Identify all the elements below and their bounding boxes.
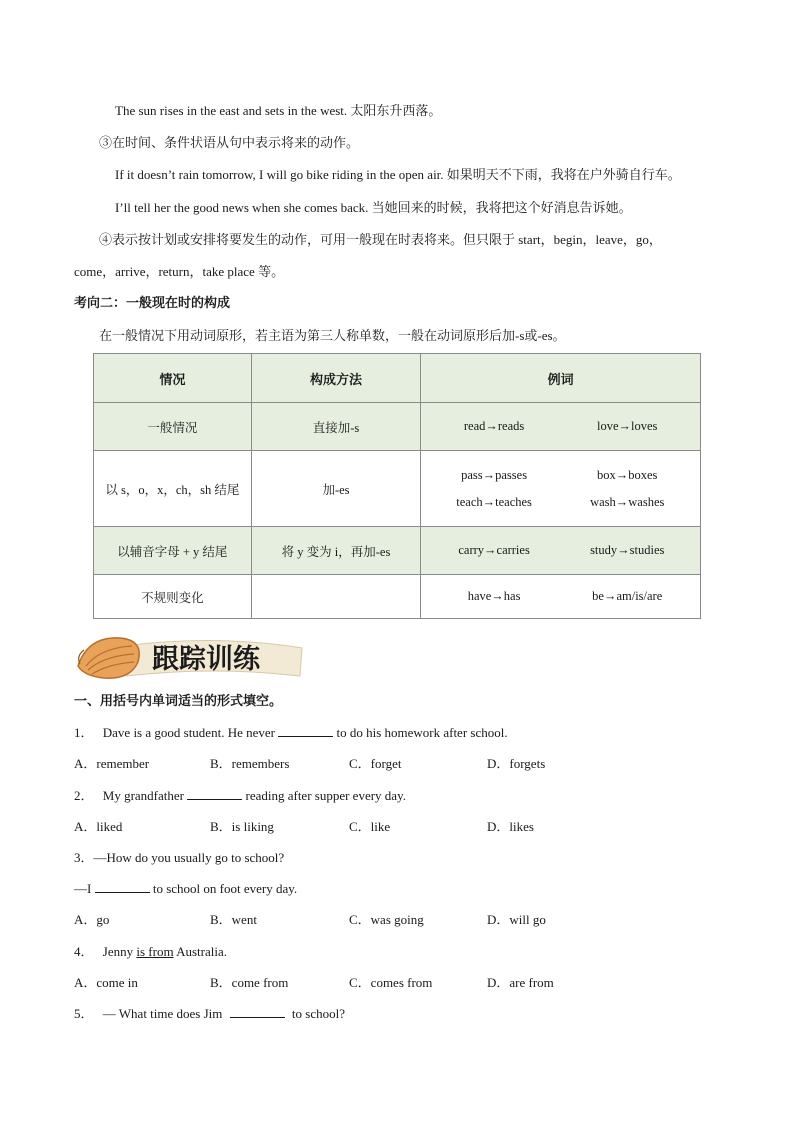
example-word: study→studies	[590, 543, 665, 557]
verb-form-table	[93, 353, 701, 619]
question-text: — What time does Jim	[102, 1006, 226, 1021]
question-text: —I	[74, 881, 95, 896]
banner-title: 跟踪训练	[152, 644, 260, 675]
option-a[interactable]: A．remember	[74, 756, 150, 771]
underlined-phrase: is from	[136, 944, 174, 959]
row-examples	[421, 451, 701, 527]
practice-banner	[74, 626, 310, 682]
answer-blank[interactable]	[230, 1005, 285, 1018]
example-rain: If it doesn’t rain tomorrow, I will go bike riding in the open air. 如果明天不下雨，我将在户外骑自行车。	[115, 167, 681, 182]
example-word: read→reads	[463, 419, 525, 433]
question-3-response	[74, 880, 297, 898]
option-b[interactable]: B．went	[210, 912, 257, 927]
row-examples	[421, 527, 701, 575]
option-c[interactable]: C．forget	[349, 756, 402, 771]
row-examples	[421, 575, 701, 619]
shell-icon	[78, 638, 139, 678]
answer-blank[interactable]	[187, 787, 242, 800]
option-d[interactable]: D．forgets	[487, 756, 546, 771]
option-a[interactable]: A．go	[74, 912, 110, 927]
row-method: 直接加-s	[251, 403, 421, 451]
question-text: to school on foot every day.	[149, 881, 298, 896]
header-method: 构成方法	[251, 354, 421, 403]
question-number: 1．	[74, 725, 94, 740]
header-case: 情况	[94, 354, 252, 403]
question-2	[74, 787, 406, 805]
option-d[interactable]: D．will go	[487, 912, 546, 927]
example-word: have→has	[467, 589, 521, 603]
rule-4-line2: come，arrive，return，take place 等。	[74, 264, 285, 279]
question-text: reading after supper every day.	[242, 788, 406, 803]
option-a[interactable]: A．liked	[74, 819, 123, 834]
question-text: —How do you usually go to school?	[93, 850, 285, 865]
header-examples: 例词	[421, 354, 701, 403]
question-text: to do his homework after school.	[333, 725, 508, 740]
question-number: 5．	[74, 1006, 94, 1021]
question-number: 3．	[74, 850, 94, 865]
example-tell: I’ll tell her the good news when she comes back. 当她回来的时候，我将把这个好消息告诉她。	[115, 200, 632, 215]
example-word: wash→washes	[590, 494, 665, 509]
option-b[interactable]: B．remembers	[210, 756, 290, 771]
example-sun: The sun rises in the east and sets in the west. 太阳东升西落。	[115, 103, 442, 118]
table-row	[94, 575, 701, 619]
example-word: love→loves	[597, 419, 658, 433]
option-c[interactable]: C．was going	[349, 912, 424, 927]
row-case: 一般情况	[94, 403, 252, 451]
option-c[interactable]: C．like	[349, 819, 391, 834]
option-b[interactable]: B．is liking	[210, 819, 274, 834]
banner-graphic	[74, 626, 310, 682]
question-number: 4．	[74, 944, 94, 959]
question-text: Jenny	[102, 944, 137, 959]
question-number: 2．	[74, 788, 94, 803]
example-word: be→am/is/are	[592, 589, 663, 603]
question-5	[74, 1005, 345, 1023]
answer-blank[interactable]	[278, 724, 333, 737]
rule-4-line1: ④表示按计划或安排将要发生的动作，可用一般现在时表将来。但只限于 start，begin，leave，go，	[99, 232, 662, 247]
answer-blank[interactable]	[95, 880, 150, 893]
option-b[interactable]: B．come from	[210, 975, 289, 990]
option-c[interactable]: C．comes from	[349, 975, 433, 990]
table-header-row	[94, 354, 701, 403]
table-row	[94, 403, 701, 451]
question-1	[74, 724, 508, 742]
question-4	[74, 943, 227, 961]
example-word: teach→teaches	[456, 494, 532, 509]
row-method: 加-es	[251, 451, 421, 527]
rule-3: ③在时间、条件状语从句中表示将来的动作。	[99, 135, 360, 150]
option-a[interactable]: A．come in	[74, 975, 138, 990]
row-examples	[421, 403, 701, 451]
row-case: 以 s，o，x，ch，sh 结尾	[94, 451, 252, 527]
table-row	[94, 451, 701, 527]
question-text: Dave is a good student. He never	[102, 725, 279, 740]
example-word: pass→passes	[461, 467, 528, 482]
exercise-instruction: 一、用括号内单词适当的形式填空。	[74, 694, 283, 709]
question-text: Australia.	[173, 944, 227, 959]
question-text: to school?	[288, 1006, 345, 1021]
row-case: 不规则变化	[94, 575, 252, 619]
option-d[interactable]: D．are from	[487, 975, 554, 990]
row-method	[251, 575, 421, 619]
example-word: carry→carries	[458, 543, 530, 557]
question-text: My grandfather	[102, 788, 188, 803]
row-case: 以辅音字母 + y 结尾	[94, 527, 252, 575]
option-d[interactable]: D．likes	[487, 819, 534, 834]
section-2-title: 考向二：一般现在时的构成	[74, 296, 231, 311]
section-2-intro: 在一般情况下用动词原形，若主语为第三人称单数，一般在动词原形后加-s或-es。	[99, 328, 566, 343]
example-word: box→boxes	[597, 467, 658, 482]
row-method: 将 y 变为 i，再加-es	[251, 527, 421, 575]
question-3	[74, 849, 284, 867]
table-row	[94, 527, 701, 575]
